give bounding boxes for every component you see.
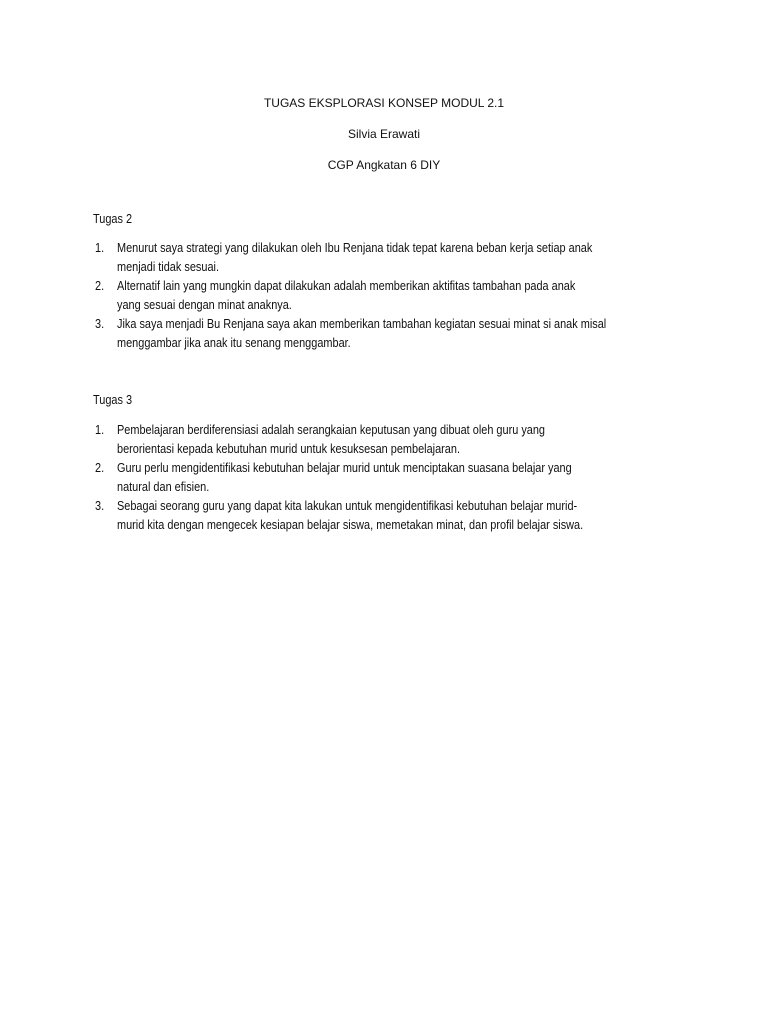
list-item-line: murid kita dengan mengecek kesiapan belajar siswa, memetakan minat, dan profil belajar siswa. (117, 517, 584, 532)
list-item-line: berorientasi kepada kebutuhan murid untuk kesuksesan pembelajaran. (117, 441, 460, 456)
list-item-line: natural dan efisien. (117, 479, 210, 494)
list-item-line: Jika saya menjadi Bu Renjana saya akan memberikan tambahan kegiatan sesuai minat si anak misal (117, 316, 607, 331)
list-item-number: 3. (95, 316, 105, 331)
list-item-number: 2. (95, 460, 105, 475)
author-group: CGP Angkatan 6 DIY (327, 158, 441, 172)
section-heading-tugas-3: Tugas 3 (93, 392, 133, 407)
list-item-line: Sebagai seorang guru yang dapat kita lakukan untuk mengidentifikasi kebutuhan belajar murid- (117, 498, 578, 513)
list-item-number: 3. (95, 498, 105, 513)
list-item-number: 2. (95, 278, 105, 293)
list-item-line: menjadi tidak sesuai. (117, 259, 219, 274)
list-item-line: Menurut saya strategi yang dilakukan oleh Ibu Renjana tidak tepat karena beban kerja setiap anak (117, 240, 593, 255)
document-title: TUGAS EKSPLORASI KONSEP MODUL 2.1 (263, 96, 505, 110)
author-name: Silvia Erawati (347, 127, 421, 141)
list-item-line: Pembelajaran berdiferensiasi adalah serangkaian keputusan yang dibuat oleh guru yang (117, 422, 546, 437)
list-item-line: Alternatif lain yang mungkin dapat dilakukan adalah memberikan aktifitas tambahan pada anak (117, 278, 576, 293)
list-item-number: 1. (95, 422, 105, 437)
list-item-line: Guru perlu mengidentifikasi kebutuhan belajar murid untuk menciptakan suasana belajar yang (117, 460, 572, 475)
list-item-line: yang sesuai dengan minat anaknya. (117, 297, 292, 312)
section-heading-tugas-2: Tugas 2 (93, 211, 133, 226)
list-item-number: 1. (95, 240, 105, 255)
list-item-line: menggambar jika anak itu senang menggambar. (117, 335, 351, 350)
